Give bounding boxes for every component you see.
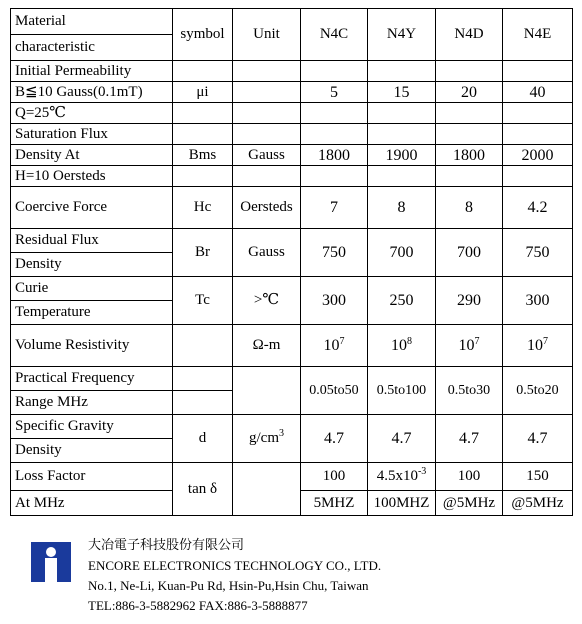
row-label: Range MHz	[11, 391, 173, 415]
cell-freq: @5MHz	[503, 491, 573, 516]
cell-value: 4.7	[436, 415, 503, 463]
cell-freq: 100MHZ	[368, 491, 436, 516]
company-name-chinese: 大冶電子科技股份有限公司	[88, 538, 245, 553]
row-label: Density	[11, 253, 173, 277]
cell-value: 4.2	[503, 187, 573, 229]
cell-value: 7	[301, 187, 368, 229]
cell-value: 250	[368, 277, 436, 325]
cell-symbol: d	[173, 415, 233, 463]
cell-value: 0.5to20	[503, 367, 573, 415]
cell-value: 100	[301, 463, 368, 491]
row-label: Temperature	[11, 301, 173, 325]
cell-value: $10^8$	[368, 325, 436, 367]
cell-value: $10^7$	[503, 325, 573, 367]
cell-value: 300	[301, 277, 368, 325]
cell-unit: >℃	[233, 277, 301, 325]
row-label: Curie	[11, 277, 173, 301]
cell-value: 750	[503, 229, 573, 277]
row-label: Practical Frequency	[11, 367, 173, 391]
cell-symbol: Br	[173, 229, 233, 277]
company-logo-icon	[27, 536, 77, 586]
cell-symbol: Hc	[173, 187, 233, 229]
cell-value: 100	[436, 463, 503, 491]
cell-value: 5	[301, 82, 368, 103]
cell-value: 4.7	[503, 415, 573, 463]
cell-freq: 5MHZ	[301, 491, 368, 516]
cell-value: 0.05to50	[301, 367, 368, 415]
cell-value: 1900	[368, 145, 436, 166]
company-contact: TEL:886-3-5882962 FAX:886-3-5888877	[88, 598, 308, 613]
header-unit: Unit	[233, 9, 301, 61]
cell-value: 15	[368, 82, 436, 103]
cell-unit: Oersteds	[233, 187, 301, 229]
row-label: Q=25℃	[11, 103, 173, 124]
cell-unit: Ω-m	[233, 325, 301, 367]
cell-value: 0.5to100	[368, 367, 436, 415]
header-symbol: symbol	[173, 9, 233, 61]
row-label: At MHz	[11, 491, 173, 516]
cell-value: 1800	[436, 145, 503, 166]
cell-unit: Gauss	[233, 145, 301, 166]
cell-value: 8	[436, 187, 503, 229]
cell-freq: @5MHz	[436, 491, 503, 516]
row-label: Density	[11, 439, 173, 463]
cell-value: 750	[301, 229, 368, 277]
cell-value: 2000	[503, 145, 573, 166]
row-label: Specific Gravity	[11, 415, 173, 439]
cell-value: 700	[436, 229, 503, 277]
header-grade: N4Y	[368, 9, 436, 61]
cell-symbol: μi	[173, 82, 233, 103]
company-footer	[0, 528, 582, 624]
cell-value: 4.7	[368, 415, 436, 463]
row-label: Coercive Force	[11, 187, 173, 229]
cell-symbol: Tc	[173, 277, 233, 325]
header-material: Material	[11, 9, 173, 35]
material-characteristics-table	[10, 8, 573, 516]
cell-value: $10^7$	[436, 325, 503, 367]
cell-unit: Gauss	[233, 229, 301, 277]
cell-unit: $g/cm^3$	[233, 415, 301, 463]
company-name-english: ENCORE ELECTRONICS TECHNOLOGY CO., LTD.	[88, 558, 382, 573]
row-label: Residual Flux	[11, 229, 173, 253]
company-address: No.1, Ne-Li, Kuan-Pu Rd, Hsin-Pu,Hsin Chu, Taiwan	[88, 578, 369, 593]
row-label: B≦10 Gauss(0.1mT)	[11, 82, 173, 103]
cell-value: 8	[368, 187, 436, 229]
cell-value: 300	[503, 277, 573, 325]
cell-value: 0.5to30	[436, 367, 503, 415]
cell-value: 1800	[301, 145, 368, 166]
cell-symbol: tan δ	[173, 463, 233, 516]
cell-value: $10^7$	[301, 325, 368, 367]
header-grade: N4D	[436, 9, 503, 61]
cell-symbol: Bms	[173, 145, 233, 166]
cell-value: 700	[368, 229, 436, 277]
cell-value: 150	[503, 463, 573, 491]
row-label: Initial Permeability	[11, 61, 173, 82]
header-material-2: characteristic	[11, 35, 173, 61]
cell-value: 290	[436, 277, 503, 325]
header-grade: N4C	[301, 9, 368, 61]
cell-value: 40	[503, 82, 573, 103]
cell-value: 20	[436, 82, 503, 103]
row-label: Density At	[11, 145, 173, 166]
row-label: H=10 Oersteds	[11, 166, 173, 187]
header-grade: N4E	[503, 9, 573, 61]
row-label: Loss Factor	[11, 463, 173, 491]
row-label: Volume Resistivity	[11, 325, 173, 367]
cell-value: $4.5x10^{-3}$	[368, 463, 436, 491]
row-label: Saturation Flux	[11, 124, 173, 145]
cell-value: 4.7	[301, 415, 368, 463]
